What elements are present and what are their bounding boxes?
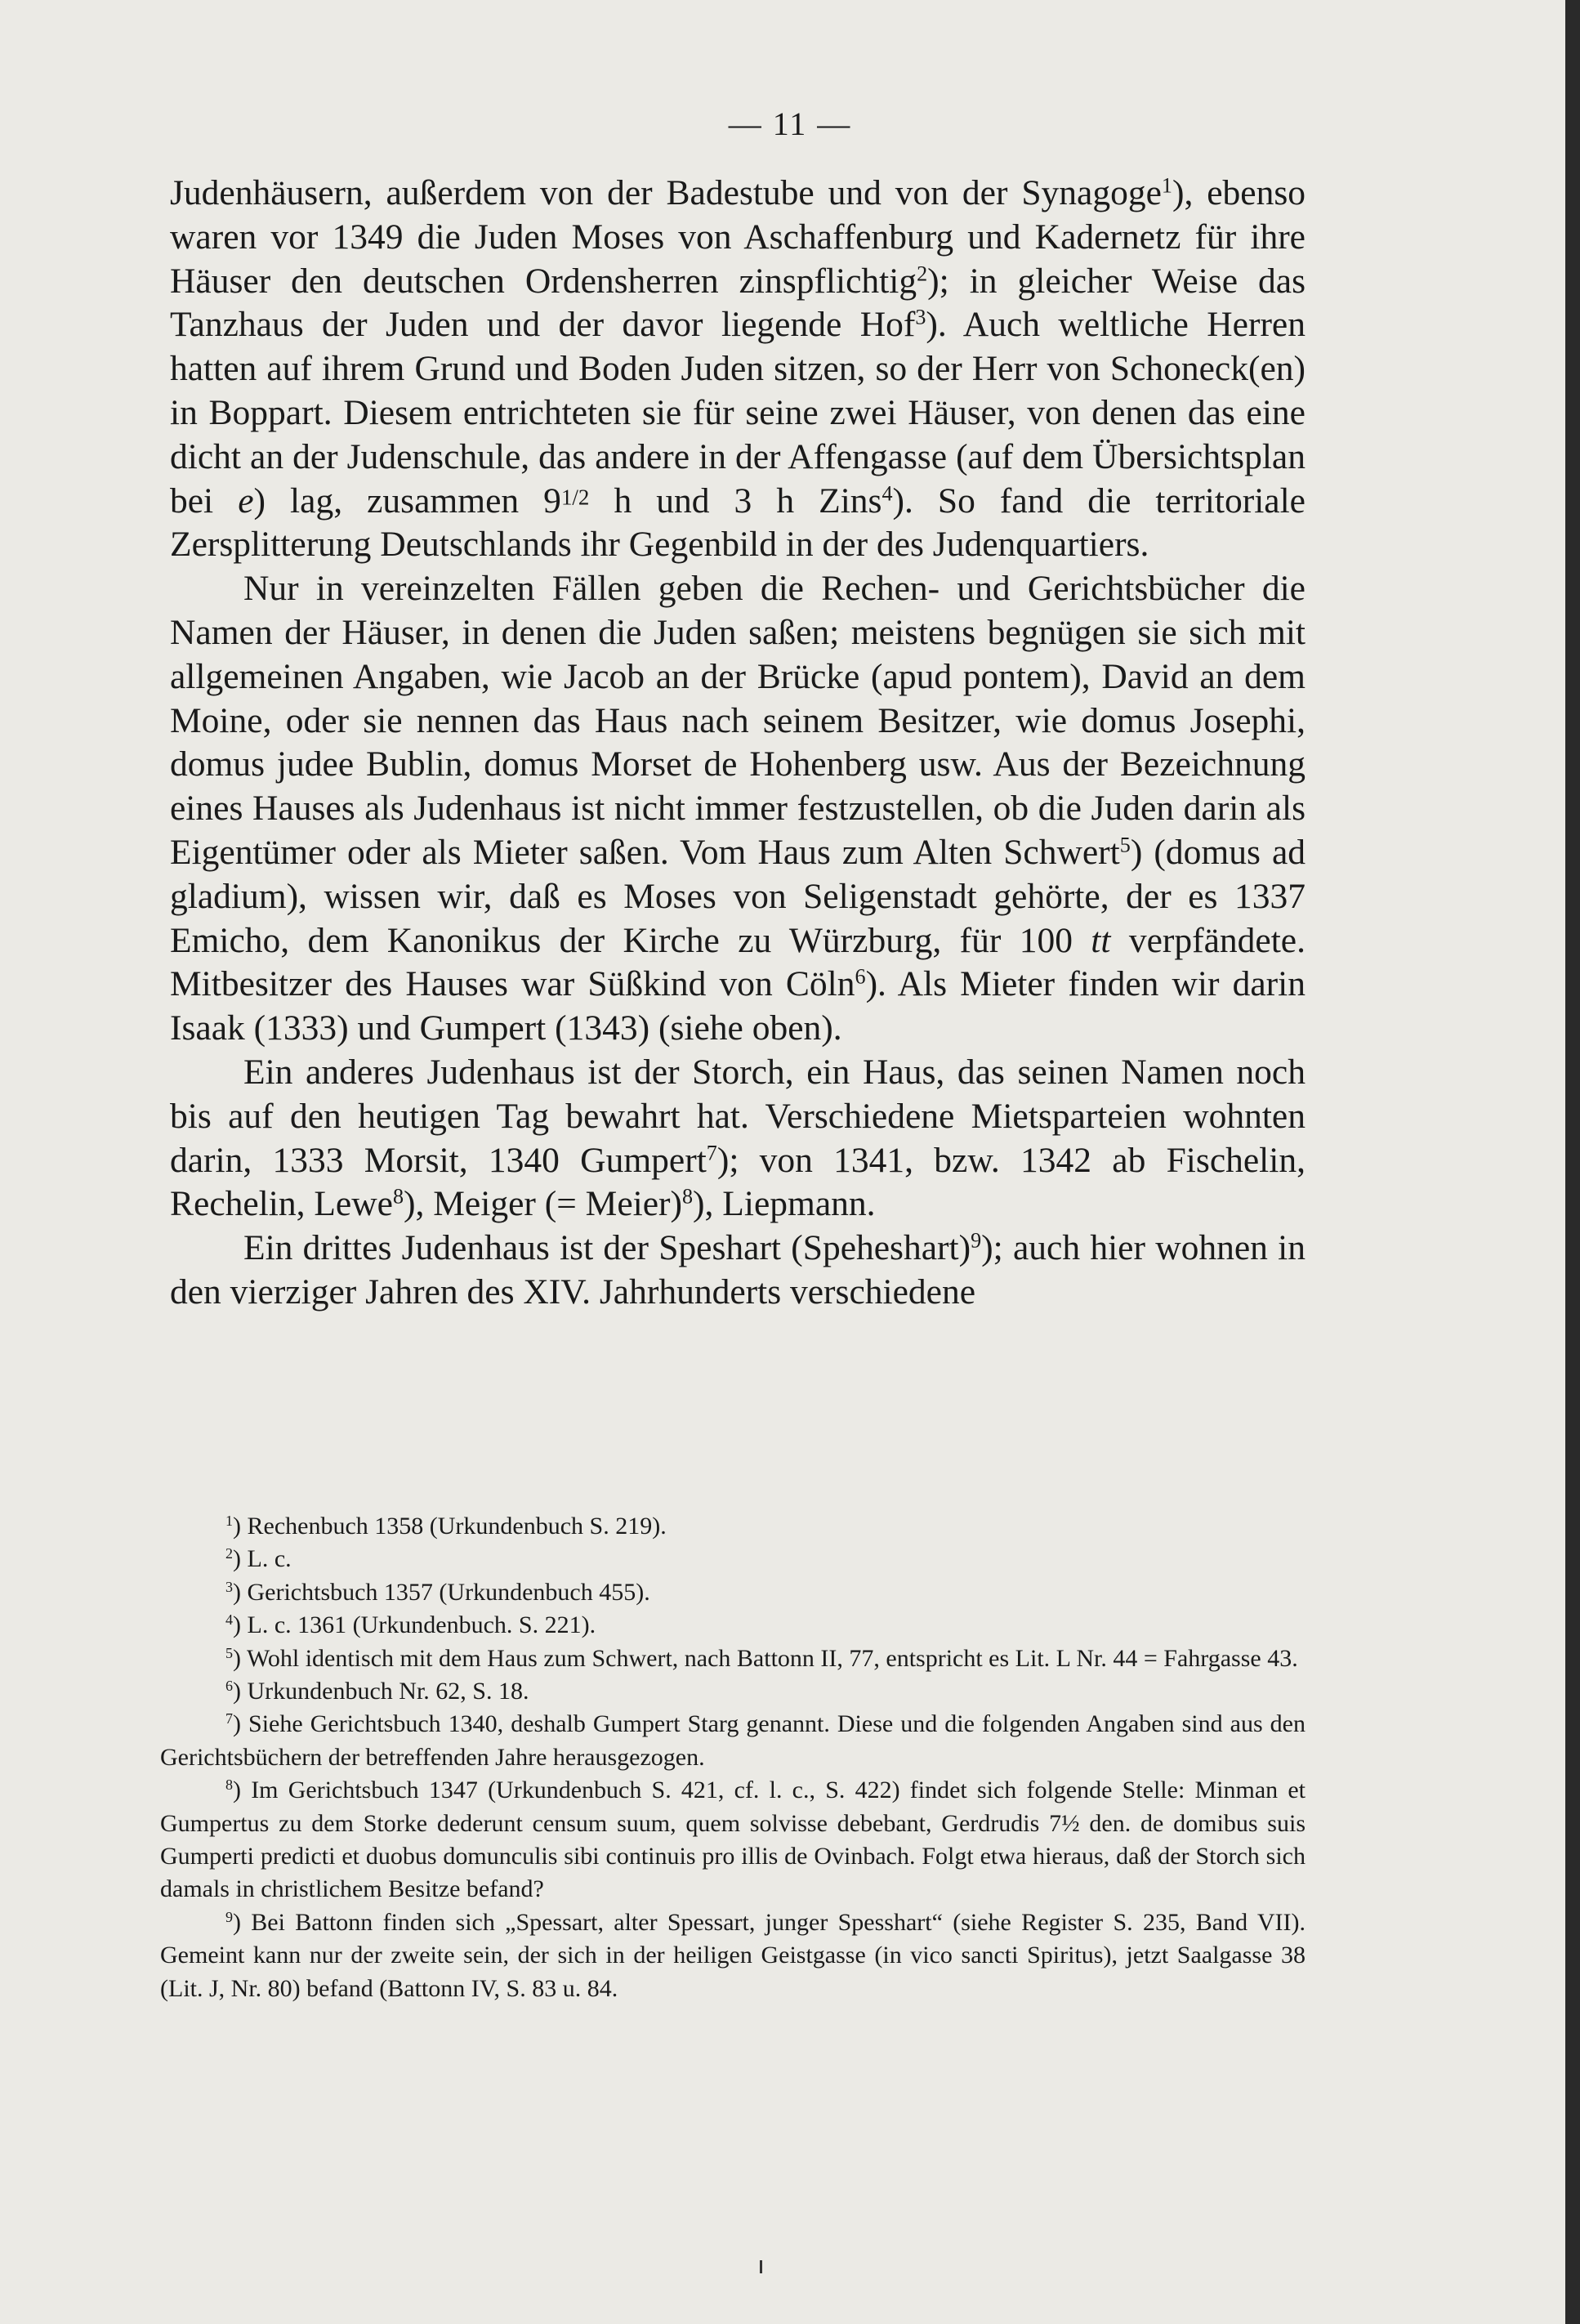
page-edge-shadow	[1565, 0, 1580, 2324]
footnotes	[160, 1510, 1306, 2005]
footnote	[160, 1774, 1306, 1906]
footnote-ref: 2	[917, 261, 928, 286]
text-run: Judenhäusern, außerdem von der Badestube und von der Synagoge	[170, 173, 1162, 212]
footnote	[160, 1576, 1306, 1609]
footnote	[160, 1708, 1306, 1774]
text-run: ) (domus ad gladium), wissen wir, daß es Moses von Seligenstadt gehörte, der es 1337 Emicho, dem Kanonikus der Kirche zu Würzburg, für 100	[170, 832, 1306, 960]
footnote	[160, 1543, 1306, 1575]
text-run: ); auch hier wohnen in den vierziger Jahren des XIV. Jahrhunderts verschiedene	[170, 1228, 1306, 1312]
footnote-mark: 7	[225, 1710, 233, 1727]
footnote-text: ) Urkundenbuch Nr. 62, S. 18.	[233, 1678, 529, 1705]
footnote-ref: 8	[682, 1184, 694, 1209]
footnote	[160, 1642, 1306, 1675]
main-text	[170, 172, 1306, 1315]
fraction: 1/2	[560, 485, 590, 510]
footnote-mark: 4	[225, 1611, 233, 1629]
text-run: ). So fand die territoriale Zersplitterung Deutschlands ihr Gegenbild in der des Judenquartiers.	[170, 480, 1306, 565]
footnote-text: ) Siehe Gerichtsbuch 1340, deshalb Gumpert Starg genannt. Diese und die folgenden Angaben sind aus den Gerichtsbüchern der betreffenden Jahre herausgezogen.	[160, 1710, 1306, 1771]
stray-mark	[760, 2260, 762, 2273]
footnote	[160, 1510, 1306, 1543]
italic-run: tt	[1091, 920, 1111, 960]
italic-run: e	[238, 480, 254, 521]
footnote-text: ) Rechenbuch 1358 (Urkundenbuch S. 219).	[233, 1513, 667, 1540]
text-run: Ein anderes Judenhaus ist der Storch, ein Haus, das seinen Namen noch bis auf den heutigen Tag bewahrt hat. Verschiedene Mietsparteien wohnten darin, 1333 Morsit, 1340 Gumpert	[170, 1052, 1306, 1180]
footnote-text: ) Im Gerichtsbuch 1347 (Urkundenbuch S. 421, cf. l. c., S. 422) findet sich folgende Stelle: Minman et Gumpertus zu dem Storke dederunt censum suum, quem solvisse debebant, Gerdrudis 7½ den. de domibus suis Gumperti predicti et duobus domunculis sibi continuis pro illis de Ovinbach. Folgt etwa hieraus, daß der Storch sich damals in christlichem Besitze befand?	[160, 1777, 1306, 1903]
footnote	[160, 1609, 1306, 1642]
footnote-mark: 3	[225, 1578, 233, 1595]
footnote-ref: 9	[971, 1228, 982, 1253]
footnote	[160, 1906, 1306, 2005]
text-run: ). Als Mieter finden wir darin Isaak (1333) und Gumpert (1343) (siehe oben).	[170, 964, 1306, 1048]
paragraph	[170, 172, 1306, 567]
footnote-mark: 8	[225, 1777, 233, 1794]
page-number: — 11 —	[728, 105, 852, 142]
footnote-text: ) Gerichtsbuch 1357 (Urkundenbuch 455).	[233, 1578, 650, 1606]
text-run: ). Auch weltliche Herren hatten auf ihrem Grund und Boden Juden sitzen, so der Herr von Schoneck(en) in Boppart. Diesem entrichteten sie für seine zwei Häuser, von denen das eine dicht an der Judenschule, das andere in der Affengasse (auf dem Übersichtsplan bei	[170, 305, 1306, 521]
text-run: Nur in vereinzelten Fällen geben die Rechen- und Gerichtsbücher die Namen der Häuser, in denen die Juden saßen; meistens begnügen sie sich mit allgemeinen Angaben, wie Jacob an der Brücke (apud pontem), David an dem Moine, oder sie nennen das Haus nach seinem Besitzer, wie domus Josephi, domus judee Bublin, domus Morset de Hohenberg usw. Aus der Bezeichnung eines Hauses als Judenhaus ist nicht immer festzustellen, ob die Juden darin als Eigentümer oder als Mieter saßen. Vom Haus zum Alten Schwert	[170, 569, 1306, 872]
footnote-ref: 6	[855, 965, 866, 989]
text-run: h und 3 h Zins	[589, 480, 882, 521]
footnote-ref: 1	[1161, 173, 1172, 198]
footnote-mark: 1	[225, 1513, 233, 1530]
text-run: ); von 1341, bzw. 1342 ab Fischelin, Rechelin, Lewe	[170, 1140, 1306, 1224]
footnote-text: ) L. c. 1361 (Urkundenbuch. S. 221).	[233, 1611, 596, 1639]
footnote-mark: 5	[225, 1644, 233, 1661]
text-run: ), Meiger (= Meier)	[404, 1184, 682, 1224]
paragraph	[170, 567, 1306, 1051]
paragraph	[170, 1227, 1306, 1315]
footnote-ref: 8	[392, 1184, 404, 1209]
text-run: ), Liepmann.	[693, 1184, 876, 1224]
paragraph	[170, 1051, 1306, 1227]
text-run: Ein drittes Judenhaus ist der Speshart (Speheshart)	[243, 1228, 971, 1268]
footnote-mark: 9	[225, 1908, 233, 1925]
text-run: ), ebenso waren vor 1349 die Juden Moses von Aschaffenburg und Kadernetz für ihre Häuser den deutschen Ordensherren zinspflichtig	[170, 173, 1306, 301]
text-run: verpfändete. Mitbesitzer des Hauses war Süßkind von Cöln	[170, 920, 1306, 1004]
footnote	[160, 1675, 1306, 1708]
footnote-mark: 6	[225, 1678, 233, 1695]
text-run: ); in gleicher Weise das Tanzhaus der Juden und der davor liegende Hof	[170, 261, 1306, 345]
footnote-text: ) Bei Battonn finden sich „Spessart, alter Spessart, junger Spesshart“ (siehe Register S. 235, Band VII). Gemeint kann nur der zweite sein, der sich in der heiligen Geistgasse (in vico sancti Spiritus), jetzt Saalgasse 38 (Lit. J, Nr. 80) befand (Battonn IV, S. 83 u. 84.	[160, 1908, 1306, 2002]
footnote-text: ) Wohl identisch mit dem Haus zum Schwert, nach Battonn II, 77, entspricht es Lit. L Nr. 44 = Fahrgasse 43.	[233, 1644, 1298, 1672]
footnote-mark: 2	[225, 1545, 233, 1562]
text-run: ) lag, zusammen 9	[253, 480, 561, 521]
footnote-text: ) L. c.	[233, 1545, 292, 1573]
footnote-ref: 4	[881, 481, 893, 506]
footnote-ref: 3	[915, 306, 926, 330]
footnote-ref: 7	[706, 1141, 717, 1165]
footnote-ref: 5	[1119, 833, 1131, 857]
